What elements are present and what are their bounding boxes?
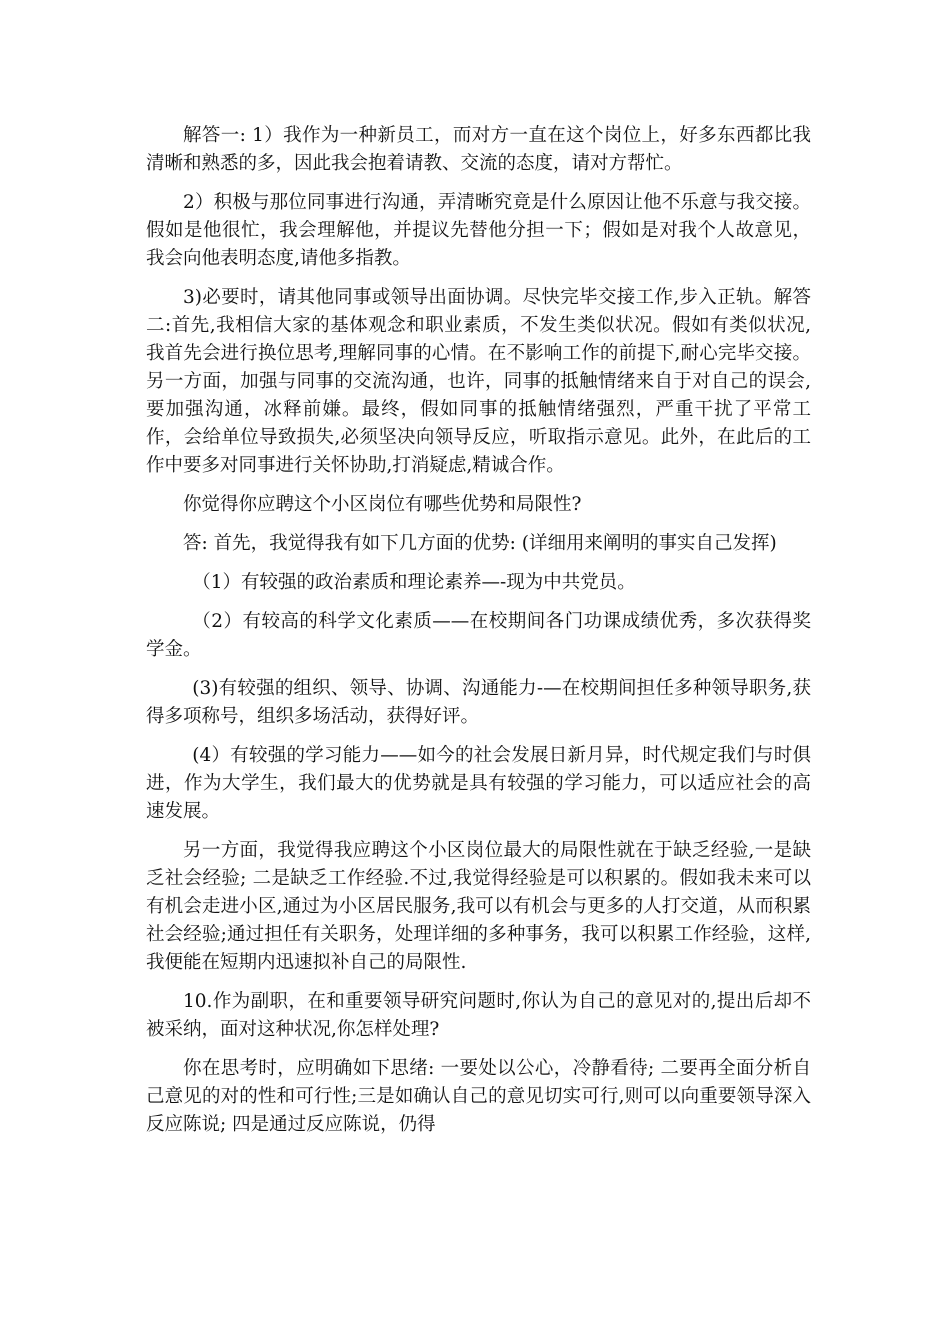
question-10: 10.作为副职，在和重要领导研究问题时,你认为自己的意见对的,提出后却不被采纳，面对这种状况,你怎样处理?: [146, 991, 811, 1040]
answer-two-paragraph: 3)必要时，请其他同事或领导出面协调。尽快完毕交接工作,步入正轨。解答二:首先,我相信大家的基体观念和职业素质，不发生类似状况。假如有类似状况,我首先会进行换位思考,理解同事的心情。在不影响工作的前提下,耐心完毕交接。另一方面，加强与同事的交流沟通，也许，同事的抵触情绪来自于对自己的误会,要加强沟通，冰释前嫌。最终，假如同事的抵触情绪强烈，严重干扰了平常工作，会给单位导致损失,必须坚决向领导反应，听取指示意见。此外，在此后的工作中要多对同事进行关怀协助,打消疑虑,精诚合作。: [146, 287, 811, 476]
question-strengths: 你觉得你应聘这个小区岗位有哪些优势和局限性?: [183, 494, 582, 515]
document-page: [146, 122, 811, 1150]
strength-item-2: （2）有较高的科学文化素质——在校期间各门功课成绩优秀，多次获得奖学金。: [146, 611, 811, 660]
strength-item-1: （1）有较强的政治素质和理论素养—-现为中共党员。: [192, 572, 636, 593]
strength-item-4: (4）有较强的学习能力——如今的社会发展日新月异，时代规定我们与时俱进，作为大学生，我们最大的优势就是具有较强的学习能力，可以适应社会的高速发展。: [146, 745, 811, 822]
answer-one-paragraph: 解答一: 1）我作为一种新员工，而对方一直在这个岗位上，好多东西都比我清晰和熟悉的多，因此我会抱着请教、交流的态度，请对方帮忙。: [146, 125, 811, 174]
limitations-paragraph: 另一方面，我觉得我应聘这个小区岗位最大的局限性就在于缺乏经验,一是缺乏社会经验; 二是缺乏工作经验.不过,我觉得经验是可以积累的。假如我未来可以有机会走进小区,通过为小区居民服务,我可以有机会与更多的人打交道，从而积累社会经验;通过担任有关职务，处理详细的多种事务，我可以积累工作经验，这样,我便能在短期内迅速拟补自己的局限性.: [146, 840, 811, 973]
strength-item-3: (3)有较强的组织、领导、协调、沟通能力-—在校期间担任多种领导职务,获得多项称号，组织多场活动，获得好评。: [146, 678, 811, 727]
answer-10-paragraph: 你在思考时，应明确如下思绪: 一要处以公心，冷静看待; 二要再全面分析自己意见的对的性和可行性;三是如确认自己的意见切实可行,则可以向重要领导深入反应陈说; 四是通过反应陈说，仍得: [146, 1058, 811, 1135]
answer-one-step-2: 2）积极与那位同事进行沟通，弄清晰究竟是什么原因让他不乐意与我交接。假如是他很忙，我会理解他，并提议先替他分担一下；假如是对我个人故意见，我会向他表明态度,请他多指教。: [146, 192, 811, 269]
answer-strengths-intro: 答: 首先，我觉得我有如下几方面的优势: (详细用来阐明的事实自己发挥): [183, 533, 777, 554]
